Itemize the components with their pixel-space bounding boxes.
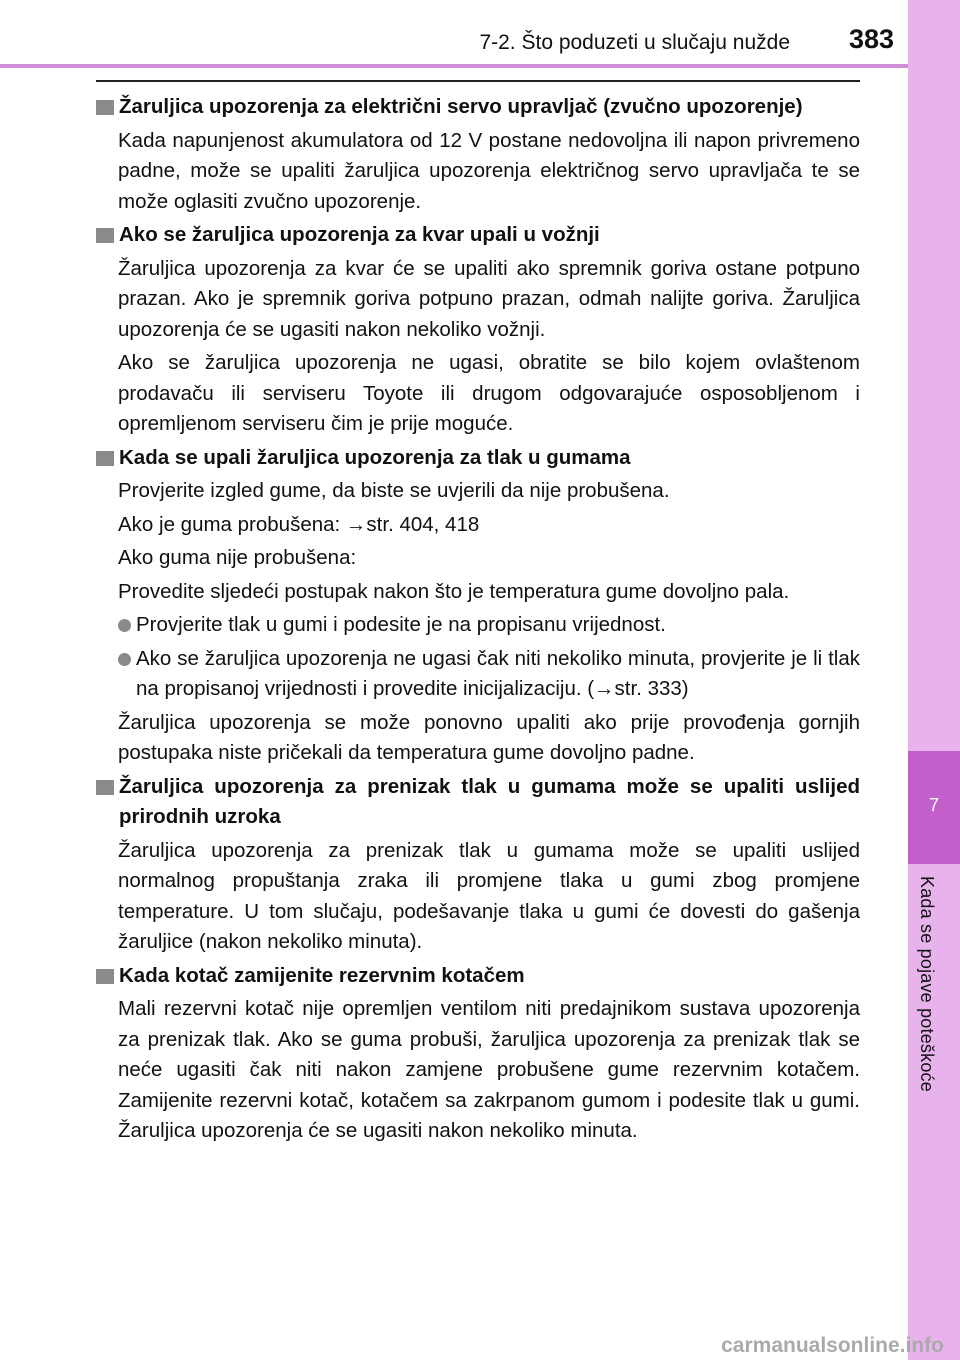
paragraph: Žaruljica upozorenja za kvar će se upaliti ako spremnik goriva ostane potpuno prazan. Ako je spremnik goriva potpuno prazan, odmah nalijte goriva. Žaruljica upozorenja će se ugasiti nakon nekoliko vožnji. [118,256,860,341]
heading-text: Žaruljica upozorenja za prenizak tlak u gumama može se upaliti uslijed prirodnih uzroka [119,774,860,828]
paragraph: Provjerite izgled gume, da biste se uvjerili da nije probušena. [118,479,670,502]
square-bullet-icon [96,100,114,115]
paragraph: Provedite sljedeći postupak nakon što je temperatura gume dovoljno pala. [118,579,790,603]
header-rule [0,64,908,68]
chapter-number: 7 [928,795,939,815]
heading-text: Ako se žaruljica upozorenja za kvar upali u vožnji [119,223,600,246]
paragraph: Ako guma nije probušena: [118,546,357,569]
list-item-text: Provjerite tlak u gumi i podesite je na propisanu vrijednost. [136,613,666,636]
square-bullet-icon [96,780,114,795]
section-heading [96,443,860,474]
heading-text: Kada se upali žaruljica upozorenja za tlak u gumama [119,445,631,469]
section-heading [96,220,860,251]
list-item [118,644,860,705]
circle-bullet-icon [118,653,131,666]
watermark: carmanualsonline.info [721,1334,944,1357]
section-heading [96,772,860,833]
square-bullet-icon [96,969,114,984]
page-number: 383 [848,24,894,54]
page-content [96,92,860,1150]
square-bullet-icon [96,451,114,466]
content-rule [96,80,860,82]
section-spare-wheel [96,961,860,1147]
list-item-text: Ako se žaruljica upozorenja ne ugasi čak niti nekoliko minuta, provjerite je li tlak na propisanoj vrijednosti i provedite inicijalizaciju. (→str. 333) [136,646,860,700]
section-natural-causes [96,772,860,958]
paragraph: Žaruljica upozorenja za prenizak tlak u gumama može se upaliti uslijed normalnog propuštanja zraka ili promjene tlaka u gumi zbog promjene temperature. U tom slučaju, podešavanje tlaka u gumi će dovesti do gašenja žaruljice (nakon nekoliko minuta). [118,838,860,953]
heading-text: Žaruljica upozorenja za električni servo upravljač (zvučno upozorenje) [119,95,803,118]
heading-text: Kada kotač zamijenite rezervnim kotačem [119,963,525,987]
paragraph: Mali rezervni kotač nije opremljen ventilom niti predajnikom sustava upozorenja za prenizak tlak. Ako se guma probuši, žaruljica upozorenja za prenizak tlak se neće ugasiti čak niti nakon zamjene probušene gume rezervnim kotačem. Zamijenite rezervni kotač, kotačem sa zakrpanom gumom i podesite tlak u gumi. Žaruljica upozorenja će se ugasiti nakon nekoliko minuta. [118,997,860,1142]
square-bullet-icon [96,228,114,243]
section-heading [96,92,860,123]
section-malfunction-light [96,220,860,440]
section-tire-pressure-light [96,443,860,769]
paragraph: Ako se žaruljica upozorenja ne ugasi, obratite se bilo kojem ovlaštenom prodavaču ili serviseru Toyote ili drugom odgovarajuće osposobljenom i opremljenom serviseru čim je prije moguće. [118,351,860,435]
chapter-title: Kada se pojave poteškoće [917,876,937,1092]
section-power-steering [96,92,860,217]
chapter-tab [908,751,960,864]
paragraph: Ako je guma probušena: →str. 404, 418 [118,512,480,536]
running-head: 7-2. Što poduzeti u slučaju nužde [479,31,790,54]
chapter-sidebar [908,0,960,1360]
paragraph: Kada napunjenost akumulatora od 12 V postane nedovoljna ili napon privremeno padne, može se upaliti žaruljica upozorenja električnog servo upravljača te se može oglasiti zvučno upozorenje. [118,128,860,213]
section-heading [96,961,860,992]
list-item [118,610,860,641]
paragraph: Žaruljica upozorenja se može ponovno upaliti ako prije provođenja gornjih postupaka niste pričekali da temperatura gume dovoljno padne. [118,710,860,764]
circle-bullet-icon [118,619,131,632]
